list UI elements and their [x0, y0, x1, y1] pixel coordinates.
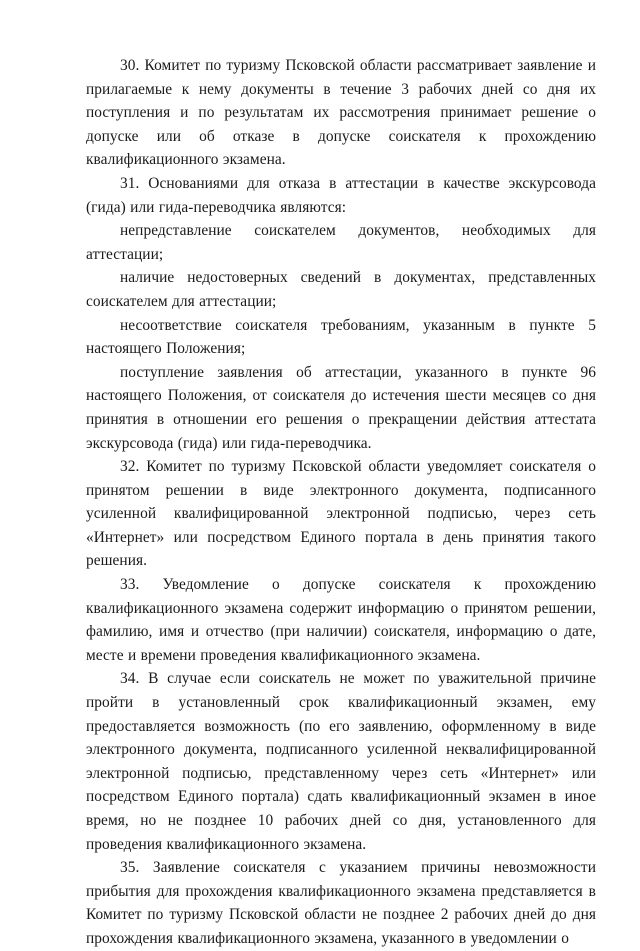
- list-item-early-reapplication: поступление заявления об аттестации, указанного в пункте 96 настоящего Положения, от соискателя до истечения шести месяцев со дня принятия в отношении его решения о прекращении действия аттестата экскурсовода (гида) или гида-переводчика.: [86, 363, 596, 452]
- paragraph-33: 33. Уведомление о допуске соискателя к прохождению квалификационного экзамена содержит информацию о принятом решении, фамилию, имя и отчество (при наличии) соискателя, информацию о дате, месте и времени проведения квалификационного экзамена.: [86, 576, 596, 664]
- list-item-missing-documents: непредставление соискателем документов, необходимых для аттестации;: [86, 222, 596, 263]
- list-item-requirements-mismatch: несоответствие соискателя требованиям, указанным в пункте 5 настоящего Положения;: [86, 316, 596, 358]
- paragraph-31: 31. Основаниями для отказа в аттестации в качестве экскурсовода (гида) или гида-переводчика являются:: [86, 174, 596, 216]
- paragraph-30: 30. Комитет по туризму Псковской области рассматривает заявление и прилагаемые к нему документы в течение 3 рабочих дней со дня их поступления и по результатам их рассмотрения принимает решение о допуске или об отказе в допуске соискателя к прохождению квалификационного экзамена.: [86, 57, 596, 169]
- paragraph-35: 35. Заявление соискателя с указанием причины невозможности прибытия для прохождения квалификационного экзамена представляется в Комитет по туризму Псковской области не позднее 2 рабочих дней до дня прохождения квалификационного экзамена, указанного в уведомлении о: [86, 859, 596, 947]
- paragraph-34: 34. В случае если соискатель не может по уважительной причине пройти в установленный срок квалификационный экзамен, ему предоставляется возможность (по его заявлению, оформленному в виде электронного документа, подписанного усиленной неквалифицированной электронной подписью, представленному через сеть «Интернет» или посредством Единого портала) сдать квалификационный экзамен в иное время, но не позднее 10 рабочих дней со дня, установленного для проведения квалификационного экзамена.: [86, 670, 596, 853]
- paragraph-32: 32. Комитет по туризму Псковской области уведомляет соискателя о принятом решении в виде электронного документа, подписанного усиленной квалифицированной электронной подписью, через сеть «Интернет» или посредством Единого портала в день принятия такого решения.: [86, 458, 596, 570]
- list-item-false-information: наличие недостоверных сведений в документах, представленных соискателем для аттестации;: [86, 269, 596, 310]
